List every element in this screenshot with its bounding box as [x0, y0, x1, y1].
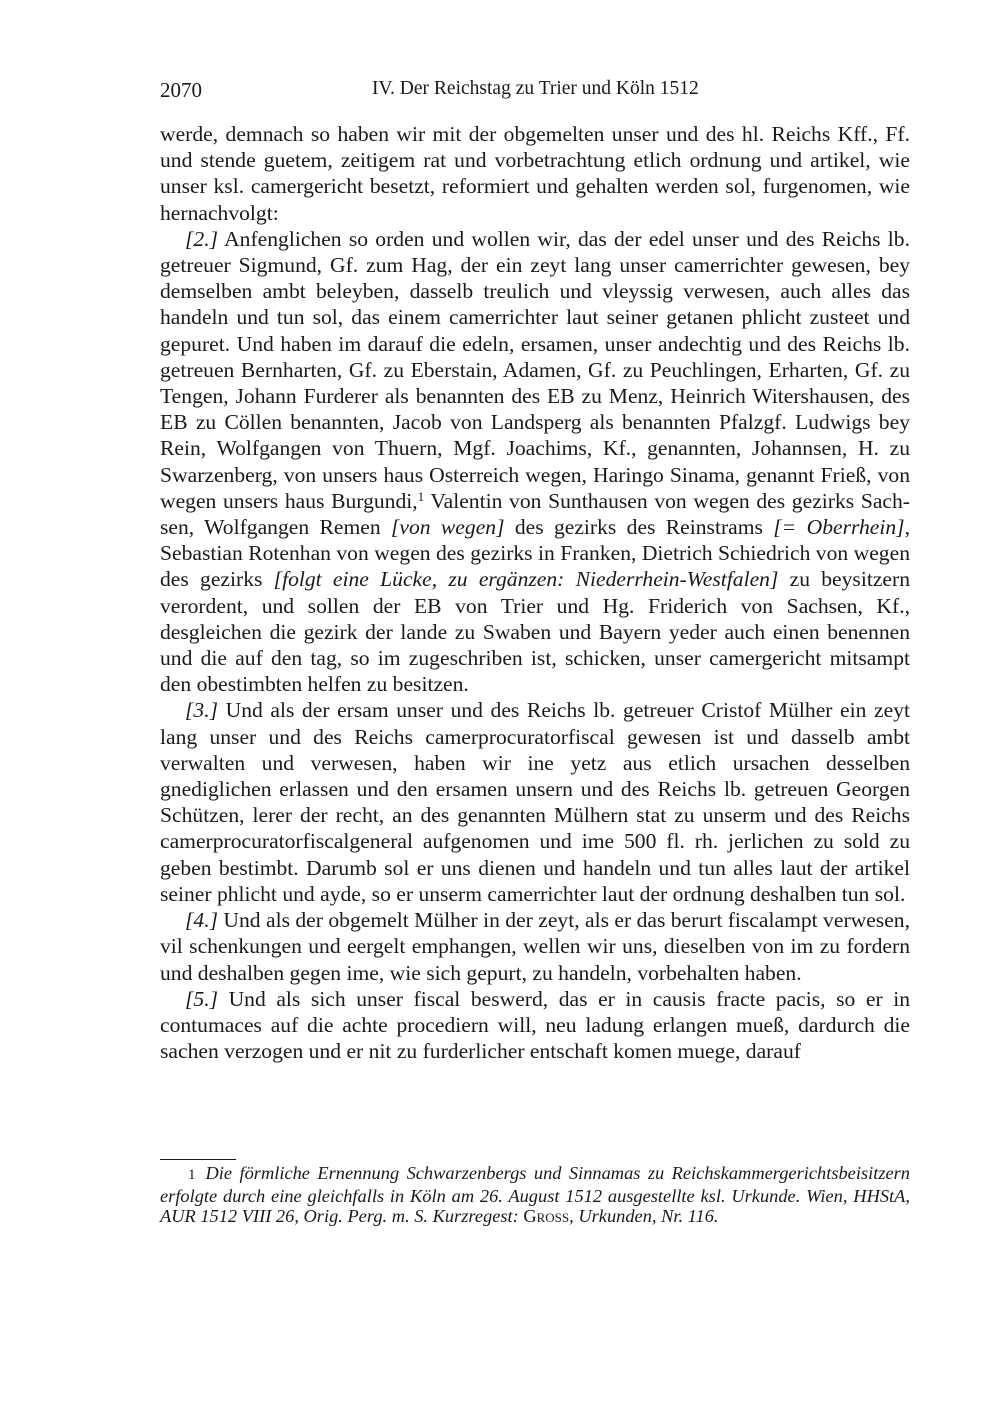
- footnote-text-b: , Urkunden, Nr. 116.: [569, 1206, 719, 1226]
- editorial-note: [= Oberrhein]: [773, 515, 905, 540]
- paragraph-2-text-b: Valentin von Sunthausen von wegen des gezirks Sachsen, Wolfgangen Remen: [160, 488, 910, 540]
- paragraph-2-text-d: , Sebastian Rotenhan von wegen des gezirks in Franken, Dietrich Schiedrich von wegen des gezirks: [160, 515, 910, 592]
- paragraph-3: [160, 697, 910, 907]
- paragraph-5: [160, 986, 910, 1065]
- paragraph-1: werde, demnach so haben wir mit der obgemelten unser und des hl. Reichs Kff., Ff. und stende guetem, zeitigem rat und vorbetrachtung etlich ordnung und artikel, wie unser ksl. camergericht besetzt, reformiert und gehalten werden sol, furgenomen, wie hernachvolgt:: [160, 122, 910, 225]
- main-text: [160, 121, 910, 1064]
- footnote-divider: [160, 1159, 236, 1160]
- paragraph-2: [160, 226, 910, 698]
- paragraph-4-text: Und als der obgemelt Mülher in der zeyt, als er das berurt fiscalampt verwesen, vil schenkungen und eergelt emphangen, wellen wir uns, dieselben von im zu fordern und deshalben gegen ime, wie sich gepurt, zu handeln, vorbehalten haben.: [160, 908, 910, 985]
- paragraph-2-text-a: Anfenglichen so orden und wollen wir, das der edel unser und des Reichs lb. getreuer Sigmund, Gf. zum Hag, der ein zeyt lang unser camerrichter gewesen, bey demselben ambt beleyben, dasselb treulich und vleyssig verwesen, auch alles das handeln und tun sol, das einem camerrichter laut seiner getanen phlicht zusteet und gepuret. Und haben im darauf die edeln, ersamen, unser andechtig und des Reichs lb. getreuen Bernharten, Gf. zu Eberstain, Adamen, Gf. zu Peuchlingen, Erharten, Gf. zu Tengen, Johann Furderer als benannten des EB zu Menz, Heinrich Witershausen, des EB zu Cöllen benannten, Jacob von Landsperg als benannten Pfalzgf. Ludwigs bey Rein, Wolfgangen von Thuern, Mgf. Joachims, Kf., genannten, Johannsen, H. zu Swarzenberg, von unsers haus Osterreich wegen, Haringo Sinama, genannt Frieß, von wegen unsers haus Burgundi,: [160, 226, 910, 513]
- footnote-text-a: Die förmliche Ernennung Schwarzenbergs und Sinnamas zu Reichskammergerichtsbeisitzern erfolgte durch eine gleichfalls in Köln am 26. August 1512 ausgestellte ksl. Urkunde. Wien, HHStA, AUR 1512 VIII 26, Orig. Perg. m. S. Kurzregest:: [160, 1163, 910, 1226]
- paragraph-2-text-e: zu beysitzern verordent, und sollen der EB von Trier und Hg. Friderich von Sachsen, Kf., desgleichen die gezirk der lande zu Swaben und Bayern yeder auch einen benennen und die auf den tag, so im zugeschriben ist, schicken, unser camergericht mitsampt den obestimbten helfen zu besitzen.: [160, 567, 910, 697]
- page-header: [160, 78, 910, 108]
- footnote-1: [160, 1163, 910, 1227]
- editorial-note: [von wegen]: [390, 515, 505, 540]
- running-title: IV. Der Reichstag zu Trier und Köln 1512: [372, 78, 699, 99]
- section-marker-3: [3.]: [185, 698, 219, 723]
- paragraph-5-text: Und als sich unser fiscal beswerd, das er in causis fracte pacis, so er in contumaces auf die achte procediern will, neu ladung erlangen mueß, dardurch die sachen verzogen und er nit zu furderlicher entschaft komen muege, darauf: [160, 986, 910, 1064]
- footnote: [160, 1163, 910, 1227]
- section-marker-5: [5.]: [185, 986, 219, 1011]
- page-number: 2070: [160, 78, 202, 102]
- footnote-number: 1: [188, 1167, 196, 1183]
- editorial-note: [folgt eine Lücke, zu ergänzen: Niederrhein-Westfalen]: [273, 567, 779, 592]
- footnote-reference[interactable]: 1: [417, 488, 425, 504]
- section-marker-2: [2.]: [185, 226, 219, 251]
- paragraph-4: [160, 907, 910, 986]
- section-marker-4: [4.]: [185, 908, 219, 933]
- footnote-author: Gross: [523, 1206, 570, 1226]
- paragraph-2-text-c: des gezirks des Reinstrams: [504, 515, 774, 540]
- paragraph-3-text: Und als der ersam unser und des Reichs lb. getreuer Cristof Mülher ein zeyt lang unser und des Reichs camerprocuratorfiscal gewesen ist und dasselb ambt verwalten und verwesen, haben wir ine yetz aus etlich ursachen desselben gnediglichen erlassen und den ersamen unsern und des Reichs lb. getreuen Georgen Schützen, lerer der recht, an des genannten Mülhern stat zu unserm und des Reichs camerprocuratorfiscalgeneral aufgenomen und ime 500 fl. rh. jerlichen zu sold zu geben bestimbt. Darumb sol er uns dienen und handeln und tun alles laut der artikel seiner phlicht und ayde, so er unserm camerrichter laut der ordnung deshalben tun sol.: [160, 698, 910, 906]
